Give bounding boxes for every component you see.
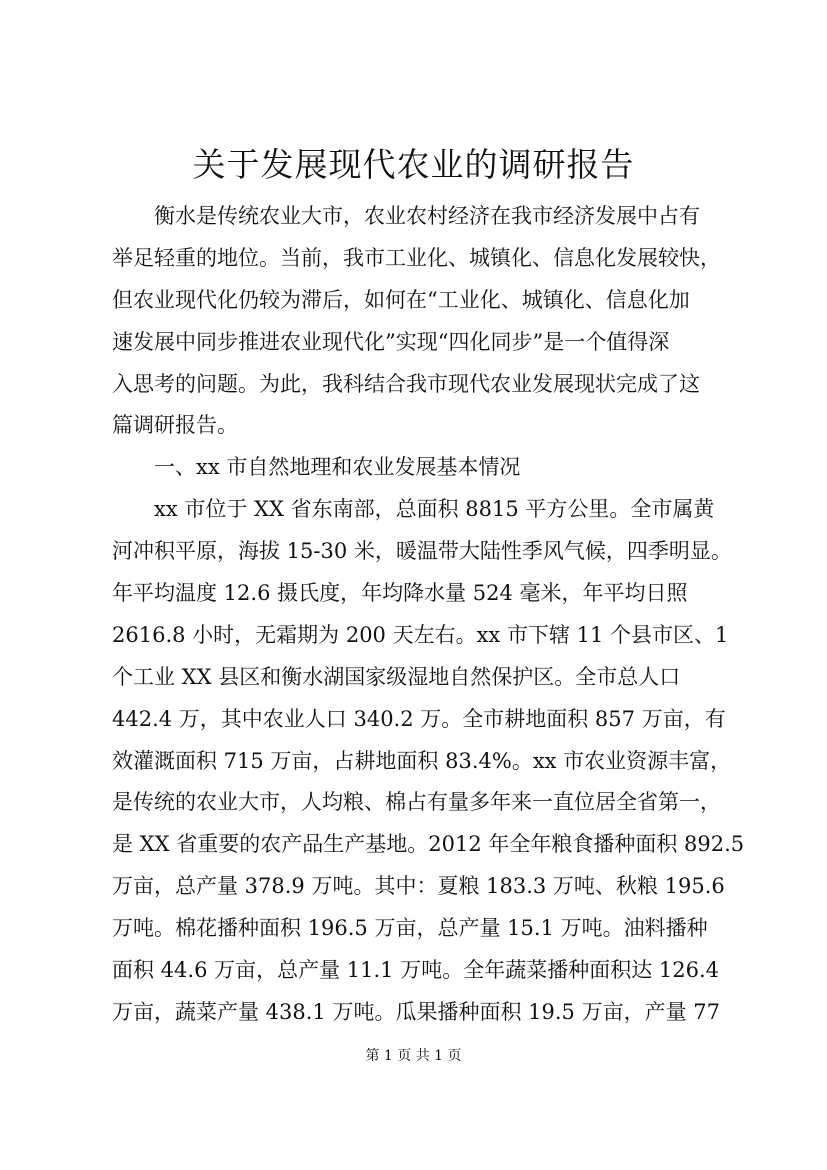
document-body (112, 196, 752, 1034)
paragraph-line: 万亩，蔬菜产量 438.1 万吨。瓜果播种面积 19.5 万亩，产量 77 (112, 999, 720, 1024)
page-number-footer: 第 1 页 共 1 页 (365, 1048, 462, 1064)
paragraph-line: 2616.8 小时，无霜期为 200 天左右。xx 市下辖 11 个县市区、1 (112, 622, 729, 647)
paragraph-line: 面积 44.6 万亩，总产量 11.1 万吨。全年蔬菜播种面积达 126.4 (112, 958, 720, 983)
paragraph-line: 篇调研报告。 (112, 413, 238, 438)
paragraph-line: 速发展中同步推进农业现代化”实现“四化同步”是一个值得深 (112, 329, 670, 354)
paragraph-line: 河冲积平原，海拔 15-30 米，暖温带大陆性季风气候，四季明显。 (112, 539, 732, 564)
paragraph-line: 万吨。棉花播种面积 196.5 万亩，总产量 15.1 万吨。油料播种 (112, 916, 708, 941)
paragraph-line: xx 市位于 XX 省东南部，总面积 8815 平方公里。全市属黄 (154, 497, 715, 522)
paragraph-line: 但农业现代化仍较为滞后，如何在“工业化、城镇化、信息化加 (112, 287, 690, 312)
paragraph-line: 是传统的农业大市，人均粮、棉占有量多年来一直位居全省第一， (112, 790, 721, 815)
document-title: 关于发展现代农业的调研报告 (192, 145, 635, 184)
paragraph-line: 效灌溉面积 715 万亩，占耕地面积 83.4%。xx 市农业资源丰富， (112, 748, 732, 773)
section-heading: 一、xx 市自然地理和农业发展基本情况 (154, 455, 521, 480)
paragraph-line: 是 XX 省重要的农产品生产基地。2012 年全年粮食播种面积 892.5 (112, 832, 745, 857)
paragraph-line: 衡水是传统农业大市，农业农村经济在我市经济发展中占有 (154, 204, 700, 228)
paragraph-line: 442.4 万，其中农业人口 340.2 万。全市耕地面积 857 万亩，有 (112, 706, 726, 731)
paragraph-line: 举足轻重的地位。当前，我市工业化、城镇化、信息化发展较快， (112, 245, 721, 270)
paragraph-line: 年平均温度 12.6 摄氏度，年均降水量 524 毫米，年平均日照 (112, 581, 688, 606)
paragraph-line: 入思考的问题。为此，我科结合我市现代农业发展现状完成了这 (112, 371, 700, 396)
paragraph-line: 万亩，总产量 378.9 万吨。其中：夏粮 183.3 万吨、秋粮 195.6 (112, 874, 725, 899)
paragraph-line: 个工业 XX 县区和衡水湖国家级湿地自然保护区。全市总人口 (112, 664, 681, 689)
